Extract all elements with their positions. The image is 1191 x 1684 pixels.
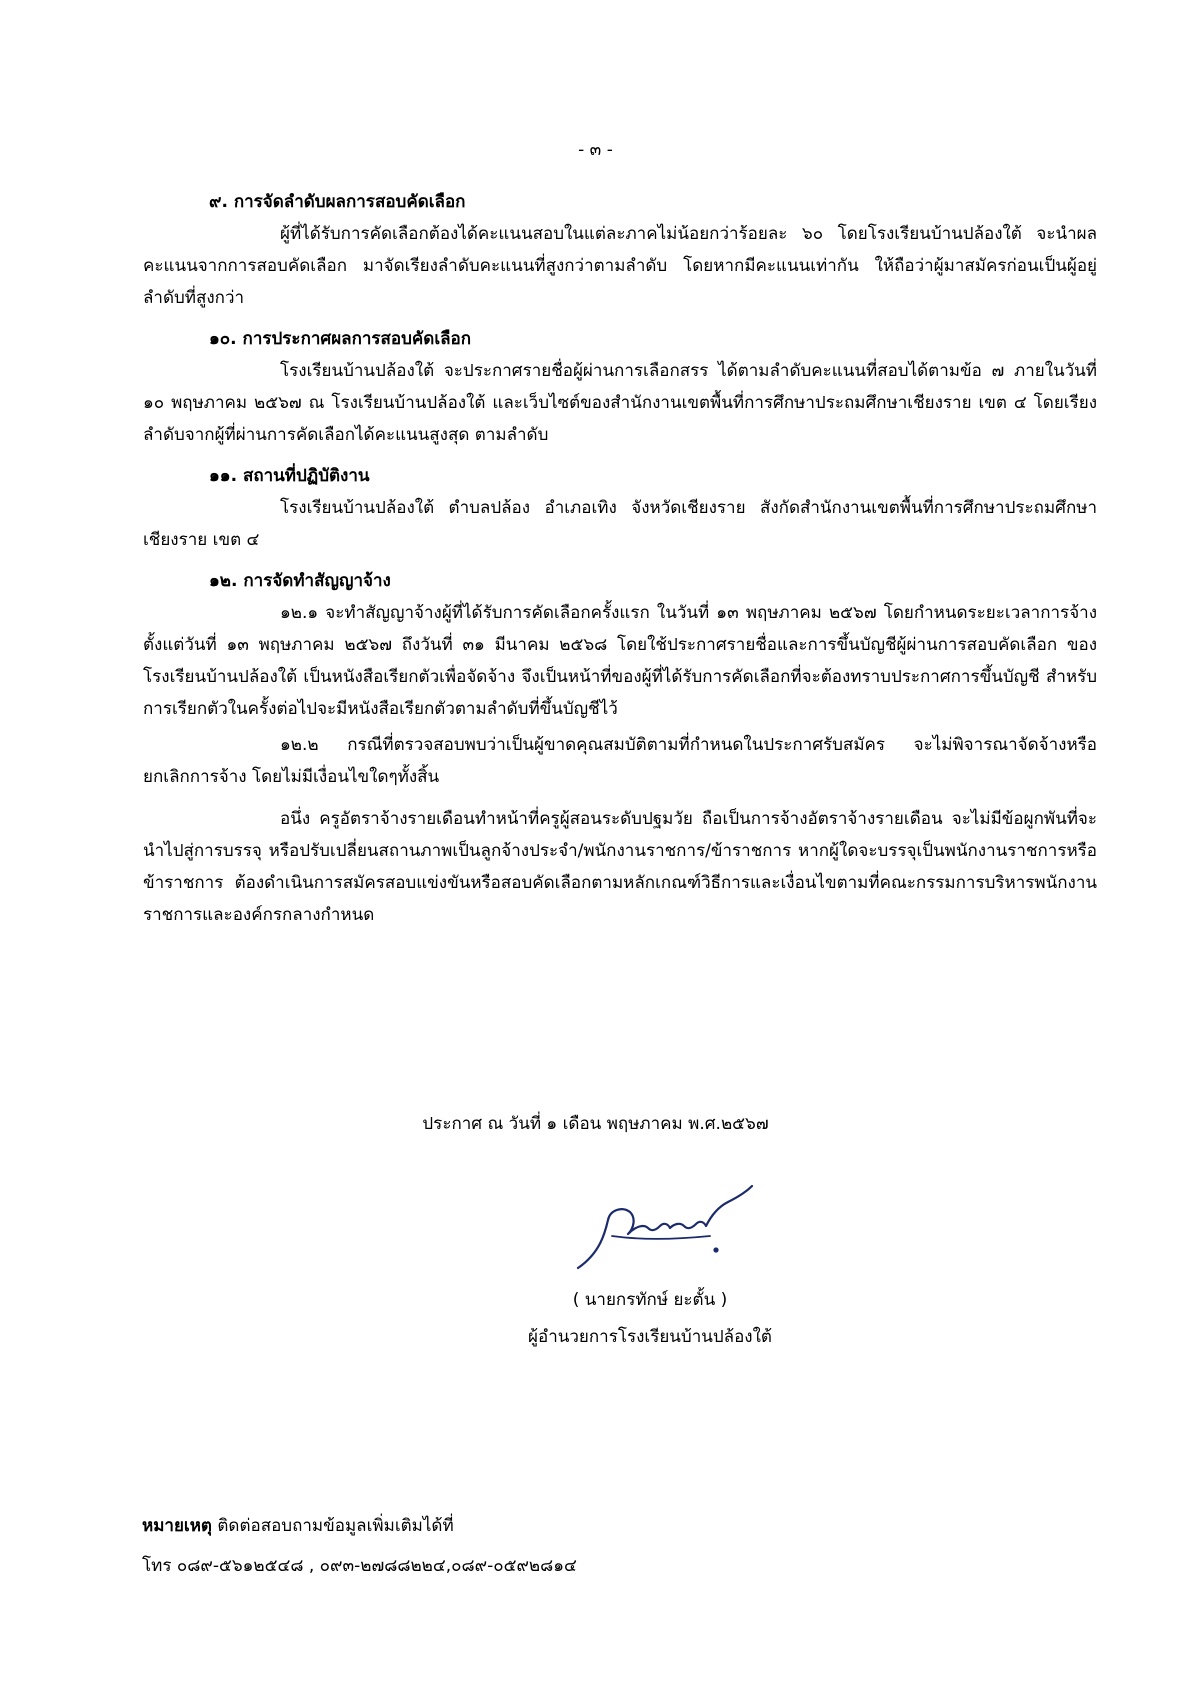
- section-paragraph: ๑๒.๒ กรณีที่ตรวจสอบพบว่าเป็นผู้ขาดคุณสมบัติตามที่กำหนดในประกาศรับสมัคร จะไม่พิจารณาจัดจ้างหรือยกเลิกการจ้าง โดยไม่มีเงื่อนไขใดๆทั้งสิ้น: [143, 735, 1097, 787]
- section-announcement: [143, 323, 1097, 451]
- note-line: [142, 1506, 1042, 1546]
- page-number: - ๓ -: [578, 140, 613, 160]
- section-heading: ๙. การจัดลำดับผลการสอบคัดเลือก: [209, 192, 466, 212]
- section-paragraph: โรงเรียนบ้านปล้องใต้ ตำบลปล้อง อำเภอเทิง จังหวัดเชียงราย สังกัดสำนักงานเขตพื้นที่การศึกษาประถมศึกษาเชียงราย เขต ๔: [143, 498, 1097, 550]
- section-ranking: [143, 186, 1097, 314]
- signer-name: ( นายกรทักษ์ ยะตั้น ): [572, 1290, 728, 1310]
- contact-note: [142, 1506, 1042, 1586]
- signature-underline: [612, 1236, 710, 1239]
- signer-block: [470, 1282, 830, 1356]
- closing-paragraph: อนึ่ง ครูอัตราจ้างรายเดือนทำหน้าที่ครูผู้สอนระดับปฐมวัย ถือเป็นการจ้างอัตราจ้างรายเดือน จะไม่มีข้อผูกพันที่จะนำไปสู่การบรรจุ หรือปรับเปลี่ยนสถานภาพเป็นลูกจ้างประจำ/พนักงานราชการ/ข้าราชการ หากผู้ใดจะบรรจุเป็นพนักงานราชการหรือข้าราชการ ต้องดำเนินการสมัครสอบแข่งขันหรือสอบคัดเลือกตามหลักเกณฑ์วิธีการและเงื่อนไขตามที่คณะกรรมการบริหารพนักงานราชการและองค์กรกลางกำหนด: [143, 809, 1097, 925]
- section-heading: ๑๑. สถานที่ปฏิบัติงาน: [209, 466, 370, 486]
- section-workplace: [143, 460, 1097, 556]
- announcement-date: ประกาศ ณ วันที่ ๑ เดือน พฤษภาคม พ.ศ.๒๕๖๗: [422, 1114, 769, 1134]
- signer-position: ผู้อำนวยการโรงเรียนบ้านปล้องใต้: [528, 1327, 772, 1347]
- note-text: ติดต่อสอบถามข้อมูลเพิ่มเติมได้ที่: [217, 1516, 454, 1536]
- section-paragraph: ๑๒.๑ จะทำสัญญาจ้างผู้ที่ได้รับการคัดเลือกครั้งแรก ในวันที่ ๑๓ พฤษภาคม ๒๕๖๗ โดยกำหนดระยะเวลาการจ้าง ตั้งแต่วันที่ ๑๓ พฤษภาคม ๒๕๖๗ ถึงวันที่ ๓๑ มีนาคม ๒๕๖๘ โดยใช้ประกาศรายชื่อและการขึ้นบัญชีผู้ผ่านการสอบคัดเลือก ของโรงเรียนบ้านปล้องใต้ เป็นหนังสือเรียกตัวเพื่อจัดจ้าง จึงเป็นหน้าที่ของผู้ที่ได้รับการคัดเลือกที่จะต้องทราบประกาศการขึ้นบัญชี สำหรับการเรียกตัวในครั้งต่อไปจะมีหนังสือเรียกตัวตามลำดับที่ขึ้นบัญชีไว้: [143, 603, 1097, 719]
- contact-phone: โทร ๐๘๙-๕๖๑๒๕๔๘ , ๐๙๓-๒๗๘๘๒๒๔,๐๘๙-๐๕๙๒๘๑๔: [142, 1556, 577, 1576]
- signature-dot: [713, 1247, 718, 1252]
- document-body: [143, 186, 1097, 948]
- signature-image: [560, 1158, 780, 1278]
- signature-stroke: [578, 1186, 752, 1268]
- section-paragraph: ผู้ที่ได้รับการคัดเลือกต้องได้คะแนนสอบในแต่ละภาคไม่น้อยกว่าร้อยละ ๖๐ โดยโรงเรียนบ้านปล้องใต้ จะนำผลคะแนนจากการสอบคัดเลือก มาจัดเรียงลำดับคะแนนที่สูงกว่าตามลำดับ โดยหากมีคะแนนเท่ากัน ให้ถือว่าผู้มาสมัครก่อนเป็นผู้อยู่ลำดับที่สูงกว่า: [143, 224, 1097, 308]
- note-label: หมายเหตุ: [142, 1516, 212, 1536]
- section-heading: ๑๐. การประกาศผลการสอบคัดเลือก: [209, 329, 472, 349]
- section-paragraph: โรงเรียนบ้านปล้องใต้ จะประกาศรายชื่อผู้ผ่านการเลือกสรร ได้ตามลำดับคะแนนที่สอบได้ตามข้อ ๗ ภายในวันที่ ๑๐ พฤษภาคม ๒๕๖๗ ณ โรงเรียนบ้านปล้องใต้ และเว็บไซต์ของสำนักงานเขตพื้นที่การศึกษาประถมศึกษาเชียงราย เขต ๔ โดยเรียงลำดับจากผู้ที่ผ่านการคัดเลือกได้คะแนนสูงสุด ตามลำดับ: [143, 361, 1097, 445]
- section-contract: [143, 565, 1097, 793]
- section-heading: ๑๒. การจัดทำสัญญาจ้าง: [209, 571, 391, 591]
